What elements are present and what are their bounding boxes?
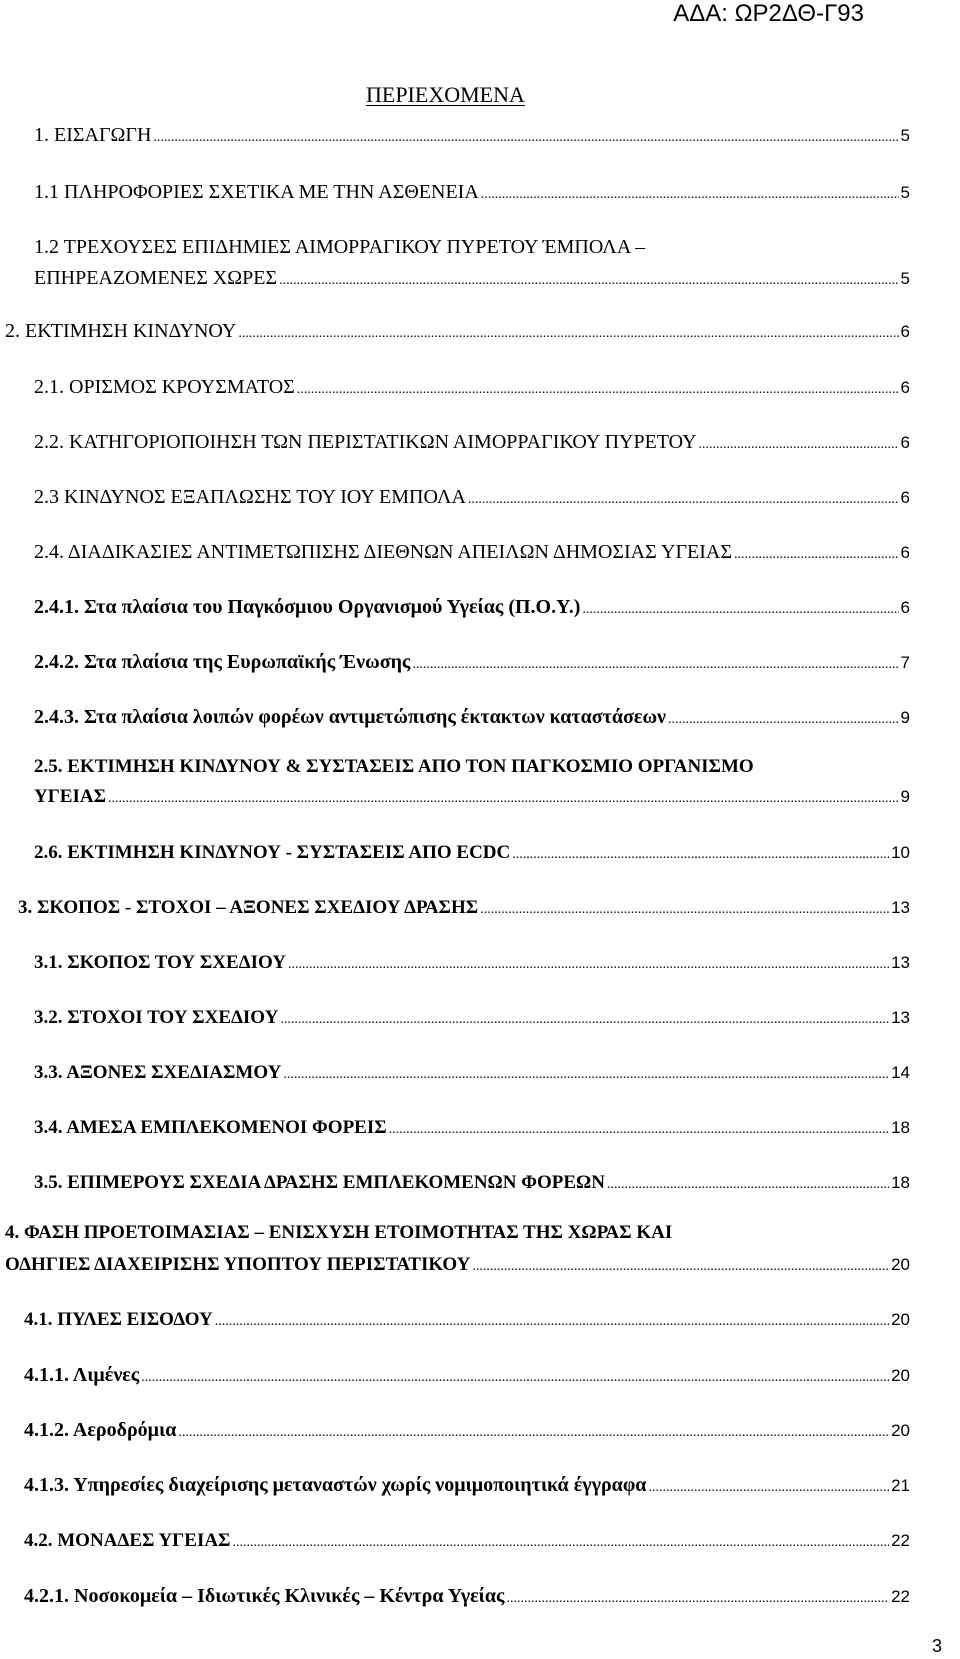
toc-entry[interactable]: 2.4. ΔΙΑΔΙΚΑΣΙΕΣ ΑΝΤΙΜΕΤΩΠΙΣΗΣ ΔΙΕΘΝΩΝ ΑΠΕΙΛΩΝ ΔΗΜΟΣΙΑΣ ΥΓΕΙΑΣ ..... 6 [34, 537, 910, 570]
toc-entry[interactable]: 2.2. ΚΑΤΗΓΟΡΙΟΠΟΙΗΣΗ ΤΩΝ ΠΕΡΙΣΤΑΤΙΚΩΝ ΑΙΜΟΡΡΑΓΙΚΟΥ ΠΥΡΕΤΟΥ ..... 6 [34, 427, 910, 460]
page-number: 3 [931, 1636, 942, 1656]
toc-entry[interactable]: 4.1.3. Υπηρεσίες διαχείρισης μεταναστών χωρίς νομιμοποιητικά έγγραφα ..... 21 [24, 1470, 910, 1503]
toc-entry[interactable]: 2.1. ΟΡΙΣΜΟΣ ΚΡΟΥΣΜΑΤΟΣ ..... 6 [34, 372, 910, 405]
toc-entry[interactable]: 4.1.1. Λιμένες ..... 20 [24, 1360, 910, 1393]
toc-entry[interactable]: 3.1. ΣΚΟΠΟΣ ΤΟΥ ΣΧΕΔΙΟΥ ..... 13 [34, 948, 910, 980]
ada-code: ΑΔΑ: ΩΡ2ΔΘ-Γ93 [673, 0, 864, 27]
toc-entry-line1[interactable]: 4. ΦΑΣΗ ΠΡΟΕΤΟΙΜΑΣΙΑΣ – ΕΝΙΣΧΥΣΗ ΕΤΟΙΜΟΤΗΤΑΣ ΤΗΣ ΧΩΡΑΣ ΚΑΙ [5, 1222, 673, 1243]
toc-entry[interactable]: 2.6. ΕΚΤΙΜΗΣΗ ΚΙΝΔΥΝΟΥ - ΣΥΣΤΑΣΕΙΣ ΑΠΟ ECDC ..... 10 [34, 838, 910, 870]
toc-entry-line1[interactable]: 1.2 ΤΡΕΧΟΥΣΕΣ ΕΠΙΔΗΜΙΕΣ ΑΙΜΟΡΡΑΓΙΚΟΥ ΠΥΡΕΤΟΥ ΈΜΠΟΛΑ – [34, 236, 646, 258]
toc-entry[interactable]: ΥΓΕΙΑΣ ..... 9 [34, 782, 910, 814]
toc-entry[interactable]: 2.4.3. Στα πλαίσια λοιπών φορέων αντιμετώπισης έκτακτων καταστάσεων ..... 9 [34, 702, 910, 735]
toc-entry[interactable]: 3.4. ΑΜΕΣΑ ΕΜΠΛΕΚΟΜΕΝΟΙ ΦΟΡΕΙΣ ..... 18 [34, 1113, 910, 1145]
toc-entry[interactable]: 3.2. ΣΤΟΧΟΙ ΤΟΥ ΣΧΕΔΙΟΥ ..... 13 [34, 1003, 910, 1035]
toc-entry[interactable]: 4.1. ΠΥΛΕΣ ΕΙΣΟΔΟΥ ..... 20 [24, 1305, 910, 1337]
toc-title: ΠΕΡΙΕΧΟΜΕΝΑ [366, 82, 525, 107]
toc-entry-line1[interactable]: 2.5. ΕΚΤΙΜΗΣΗ ΚΙΝΔΥΝΟΥ & ΣΥΣΤΑΣΕΙΣ ΑΠΟ ΤΟΝ ΠΑΓΚΟΣΜΙΟ ΟΡΓΑΝΙΣΜΟ [34, 756, 754, 777]
toc-entry[interactable]: 2. ΕΚΤΙΜΗΣΗ ΚΙΝΔΥΝΟΥ ..... 6 [5, 316, 910, 349]
toc-entry[interactable]: 3. ΣΚΟΠΟΣ - ΣΤΟΧΟΙ – ΑΞΟΝΕΣ ΣΧΕΔΙΟΥ ΔΡΑΣΗΣ ..... 13 [18, 893, 910, 925]
toc-entry[interactable]: 4.1.2. Αεροδρόμια ..... 20 [24, 1415, 910, 1448]
toc-entry[interactable]: 2.3 ΚΙΝΔΥΝΟΣ ΕΞΑΠΛΩΣΗΣ ΤΟΥ ΙΟΥ ΕΜΠΟΛΑ ..... 6 [34, 482, 910, 515]
toc-entry[interactable]: 1. ΕΙΣΑΓΩΓΗ ..... 5 [34, 120, 910, 153]
toc-entry[interactable]: 4.2.1. Νοσοκομεία – Ιδιωτικές Κλινικές – Κέντρα Υγείας ..... 22 [24, 1581, 910, 1614]
toc-entry[interactable]: 4.2. ΜΟΝΑΔΕΣ ΥΓΕΙΑΣ ..... 22 [24, 1526, 910, 1558]
toc-entry[interactable]: 3.5. ΕΠΙΜΕΡΟΥΣ ΣΧΕΔΙΑ ΔΡΑΣΗΣ ΕΜΠΛΕΚΟΜΕΝΩΝ ΦΟΡΕΩΝ ..... 18 [34, 1168, 910, 1200]
toc-entry[interactable]: 1.1 ΠΛΗΡΟΦΟΡΙΕΣ ΣΧΕΤΙΚΑ ΜΕ ΤΗΝ ΑΣΘΕΝΕΙΑ ..... 5 [34, 177, 910, 210]
toc-entry[interactable]: 3.3. ΑΞΟΝΕΣ ΣΧΕΔΙΑΣΜΟΥ ..... 14 [34, 1058, 910, 1090]
toc-entry[interactable]: ΕΠΗΡΕΑΖΟΜΕΝΕΣ ΧΩΡΕΣ ..... 5 [34, 263, 910, 296]
toc-entry[interactable]: 2.4.1. Στα πλαίσια του Παγκόσμιου Οργανισμού Υγείας (Π.Ο.Υ.) ..... 6 [34, 592, 910, 625]
toc-entry[interactable]: ΟΔΗΓΙΕΣ ΔΙΑΧΕΙΡΙΣΗΣ ΥΠΟΠΤΟΥ ΠΕΡΙΣΤΑΤΙΚΟΥ ..... 20 [5, 1250, 910, 1282]
toc-entry[interactable]: 2.4.2. Στα πλαίσια της Ευρωπαϊκής Ένωσης ..... 7 [34, 647, 910, 680]
